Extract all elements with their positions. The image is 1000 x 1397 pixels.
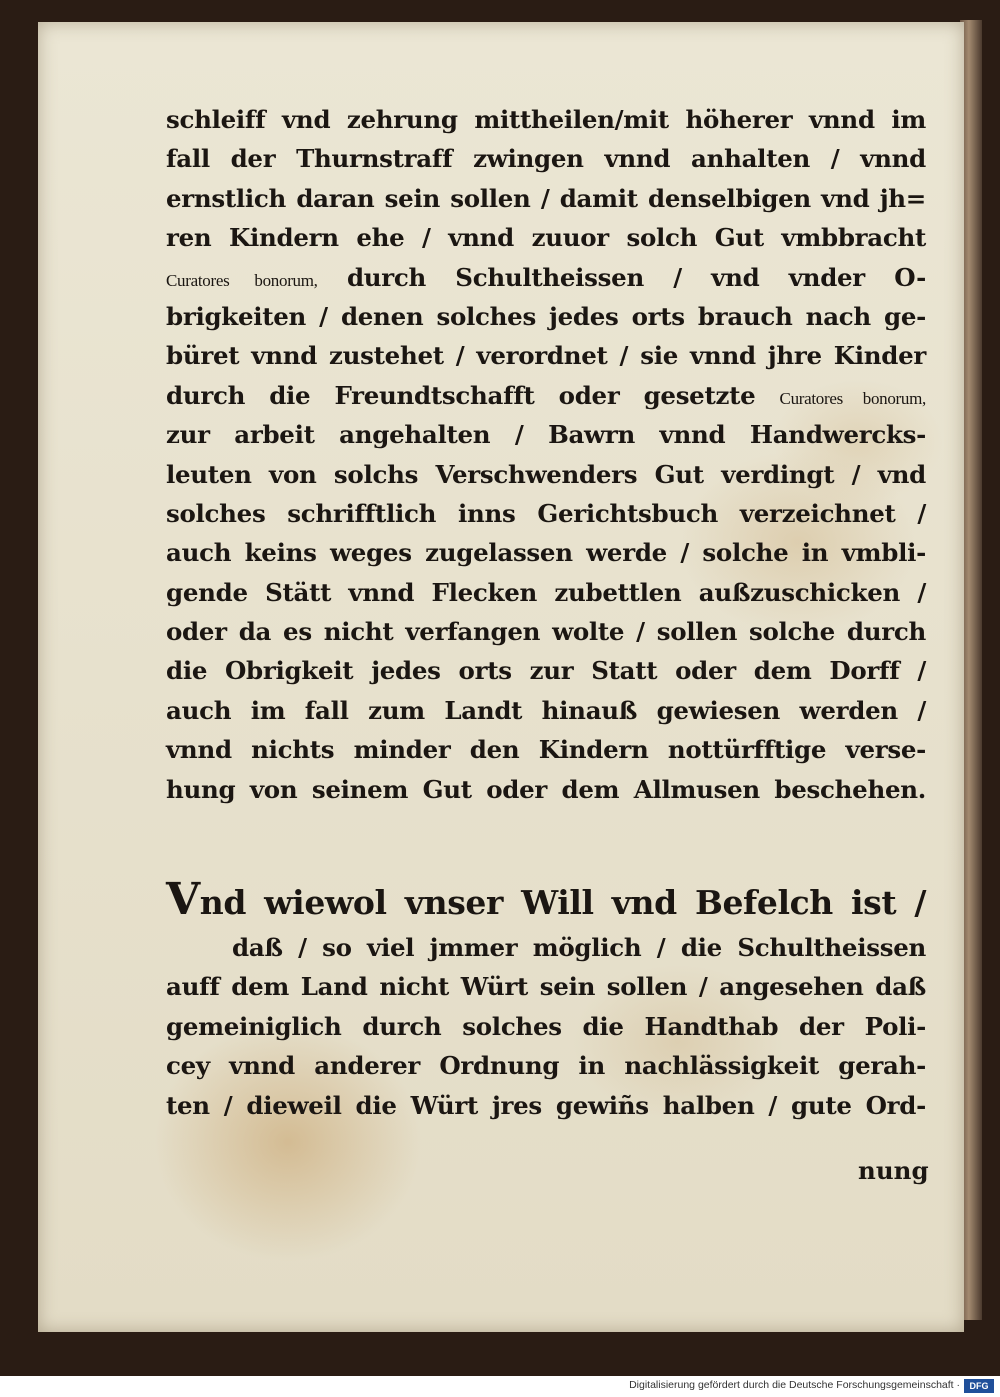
text-fragment: nd wiewol vnser Will vnd Befelch ist / xyxy=(199,883,926,922)
catchword: nung xyxy=(858,1156,929,1185)
text-line: ernstlich daran sein sollen / damit denselbigen vnd jh= xyxy=(166,183,926,213)
text-line: leuten von solchs Verschwenders Gut verdingt / vnd xyxy=(166,459,926,489)
footer-bar xyxy=(0,1376,1000,1397)
text-line: gemeiniglich durch solches die Handthab der Poli- xyxy=(166,1011,926,1041)
text-line: schleiff vnd zehrung mittheilen/mit höherer vnnd im xyxy=(166,105,926,134)
text-line: auff dem Land nicht Würt sein sollen / angesehen daß xyxy=(166,972,926,1002)
drop-initial: V xyxy=(166,874,200,925)
latin-term: Curatores bonorum, xyxy=(779,388,926,408)
text-fragment: durch die Freundtschafft oder gesetzte xyxy=(166,380,756,410)
text-line: hung von seinem Gut oder dem Allmusen beschehen. xyxy=(166,774,926,804)
text-line: fall der Thurnstraff zwingen vnnd anhalten / vnnd xyxy=(166,144,926,174)
text-line-with-latin xyxy=(166,258,926,297)
text-line: gende Stätt vnnd Flecken zubettlen außzuschicken / xyxy=(166,577,926,607)
text-line: brigkeiten / denen solches jedes orts brauch nach ge- xyxy=(166,301,926,331)
text-line: vnnd nichts minder den Kindern nottürfftige verse- xyxy=(166,735,926,765)
text-fragment: durch Schultheissen / vnd vnder O- xyxy=(346,262,927,292)
text-line: oder da es nicht verfangen wolte / sollen solche durch xyxy=(166,617,926,647)
text-line: auch im fall zum Landt hinauß gewiesen werden / xyxy=(166,695,926,725)
latin-term: Curatores bonorum, xyxy=(166,270,318,290)
document-page xyxy=(38,22,964,1332)
text-line-with-latin xyxy=(166,376,926,415)
text-line: cey vnnd anderer Ordnung in nachlässigkeit gerah- xyxy=(166,1051,926,1081)
text-line: solches schrifftlich inns Gerichtsbuch verzeichnet / xyxy=(166,498,926,528)
text-line: büret vnnd zustehet / verordnet / sie vnnd jhre Kinder xyxy=(166,341,926,371)
dfg-logo-icon: DFG xyxy=(964,1379,994,1393)
paragraph-opening-line xyxy=(166,872,926,928)
funding-notice: Digitalisierung gefördert durch die Deutsche Forschungsgemeinschaft · xyxy=(629,1379,960,1391)
text-line: auch keins weges zugelassen werde / solche in vmbli- xyxy=(166,538,926,568)
text-line: daß / so viel jmmer möglich / die Schultheissen xyxy=(232,933,926,962)
paragraph-1 xyxy=(166,100,926,809)
text-line: die Obrigkeit jedes orts zur Statt oder dem Dorff / xyxy=(166,656,926,686)
text-line: ten / dieweil die Würt jres gewiñs halben / gute Ord- xyxy=(166,1090,926,1120)
paragraph-2 xyxy=(166,872,926,1125)
text-line: zur arbeit angehalten / Bawrn vnnd Handwercks- xyxy=(166,420,926,450)
text-line: ren Kindern ehe / vnnd zuuor solch Gut vmbbracht xyxy=(166,223,926,253)
